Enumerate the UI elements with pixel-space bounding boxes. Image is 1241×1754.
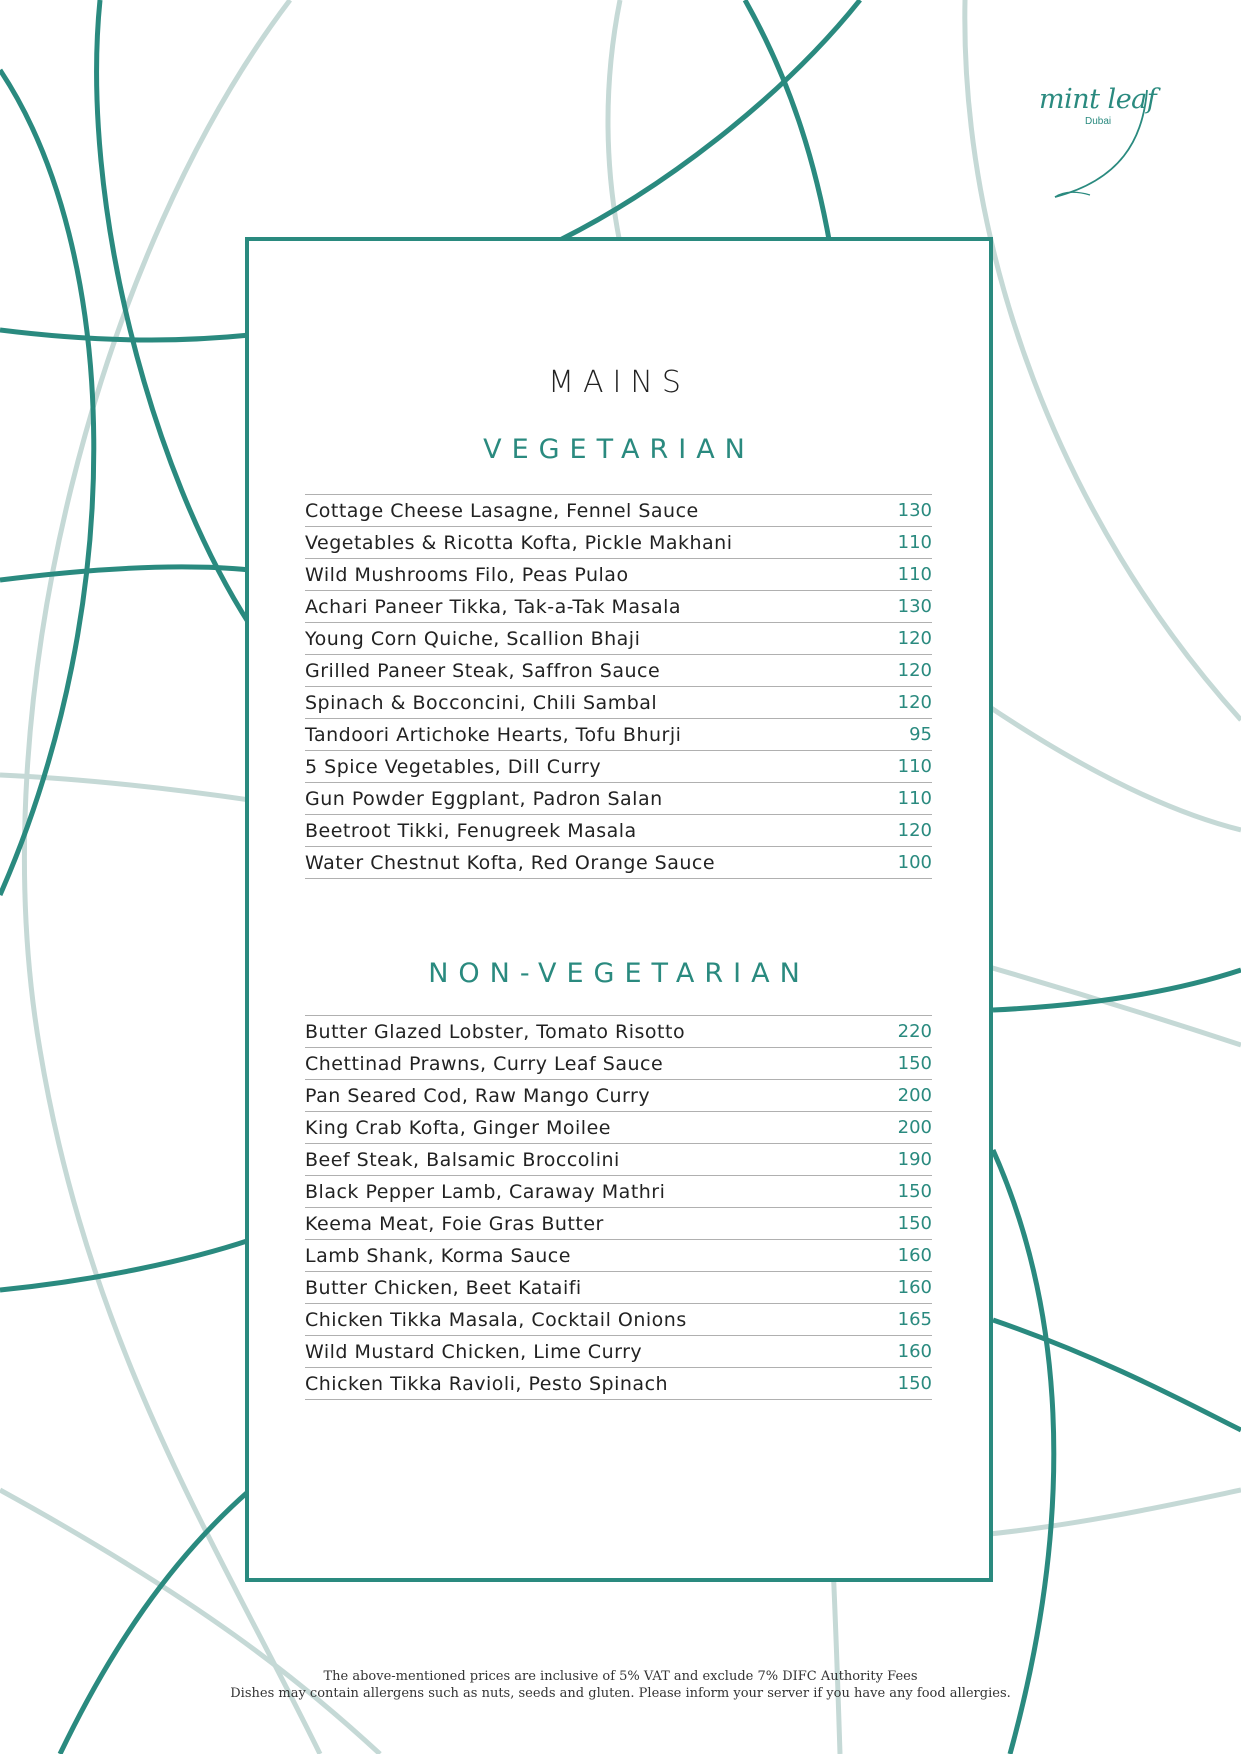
- dish-price: 120: [897, 628, 932, 649]
- dish-price: 110: [897, 564, 932, 585]
- dish-price: 150: [897, 1373, 932, 1394]
- menu-item: [305, 1208, 932, 1240]
- dish-name: Black Pepper Lamb, Caraway Mathri: [305, 1180, 666, 1203]
- dish-name: Butter Chicken, Beet Kataifi: [305, 1276, 582, 1299]
- menu-item: [305, 655, 932, 687]
- menu-card: [245, 237, 993, 1582]
- menu-item: [305, 1112, 932, 1144]
- dish-price: 190: [897, 1149, 932, 1170]
- dish-name: Gun Powder Eggplant, Padron Salan: [305, 787, 663, 810]
- dish-name: Chicken Tikka Masala, Cocktail Onions: [305, 1308, 687, 1331]
- footer-notes: [0, 1668, 1241, 1702]
- menu-item: [305, 1080, 932, 1112]
- dish-name: Lamb Shank, Korma Sauce: [305, 1244, 571, 1267]
- menu-item: [305, 495, 932, 527]
- section-heading-vegetarian: VEGETARIAN: [483, 434, 755, 465]
- dish-price: 110: [897, 756, 932, 777]
- dish-price: 150: [897, 1213, 932, 1234]
- menu-item: [305, 719, 932, 751]
- dish-price: 130: [897, 596, 932, 617]
- menu-item: [305, 1176, 932, 1208]
- menu-item: [305, 687, 932, 719]
- dish-price: 150: [897, 1181, 932, 1202]
- brand-name: mint leaf: [1039, 84, 1157, 115]
- dish-name: 5 Spice Vegetables, Dill Curry: [305, 755, 602, 778]
- dish-price: 200: [897, 1085, 932, 1106]
- dish-name: Vegetables & Ricotta Kofta, Pickle Makhani: [305, 531, 733, 554]
- dish-name: Water Chestnut Kofta, Red Orange Sauce: [305, 851, 716, 874]
- dish-name: Chicken Tikka Ravioli, Pesto Spinach: [305, 1372, 669, 1395]
- dish-name: Chettinad Prawns, Curry Leaf Sauce: [305, 1052, 664, 1075]
- page-title: MAINS: [548, 365, 690, 400]
- menu-item: [305, 783, 932, 815]
- menu-item: [305, 1272, 932, 1304]
- menu-item: [305, 751, 932, 783]
- menu-item: [305, 1336, 932, 1368]
- dish-price: 160: [897, 1277, 932, 1298]
- menu-item: [305, 559, 932, 591]
- dish-name: Beef Steak, Balsamic Broccolini: [305, 1148, 620, 1171]
- dish-price: 120: [897, 820, 932, 841]
- menu-item: [305, 815, 932, 847]
- dish-name: Spinach & Bocconcini, Chili Sambal: [305, 691, 658, 714]
- vat-note: The above-mentioned prices are inclusive of 5% VAT and exclude 7% DIFC Authority Fees: [323, 1669, 918, 1684]
- dish-price: 95: [909, 724, 932, 745]
- allergen-note: Dishes may contain allergens such as nuts, seeds and gluten. Please inform your server if you have any food allergies.: [230, 1686, 1011, 1701]
- dish-price: 160: [897, 1245, 932, 1266]
- dish-name: Wild Mustard Chicken, Lime Curry: [305, 1340, 643, 1363]
- dish-price: 100: [897, 852, 932, 873]
- dish-price: 160: [897, 1341, 932, 1362]
- dish-name: Butter Glazed Lobster, Tomato Risotto: [305, 1020, 686, 1043]
- dish-price: 130: [897, 500, 932, 521]
- dish-price: 220: [897, 1021, 932, 1042]
- dish-name: King Crab Kofta, Ginger Moilee: [305, 1116, 611, 1139]
- dish-price: 165: [897, 1309, 932, 1330]
- dish-name: Keema Meat, Foie Gras Butter: [305, 1212, 604, 1235]
- menu-item: [305, 1016, 932, 1048]
- dish-name: Achari Paneer Tikka, Tak-a-Tak Masala: [305, 595, 682, 618]
- menu-item: [305, 591, 932, 623]
- brand-city: Dubai: [1085, 116, 1112, 127]
- menu-item: [305, 1144, 932, 1176]
- dish-name: Beetroot Tikki, Fenugreek Masala: [305, 819, 637, 842]
- dish-price: 110: [897, 532, 932, 553]
- dish-name: Pan Seared Cod, Raw Mango Curry: [305, 1084, 651, 1107]
- dish-price: 120: [897, 660, 932, 681]
- dish-name: Tandoori Artichoke Hearts, Tofu Bhurji: [305, 723, 682, 746]
- menu-item: [305, 527, 932, 559]
- dish-name: Wild Mushrooms Filo, Peas Pulao: [305, 563, 629, 586]
- menu-item: [305, 847, 932, 879]
- dish-name: Cottage Cheese Lasagne, Fennel Sauce: [305, 499, 699, 522]
- non-vegetarian-list: [305, 1015, 932, 1400]
- brand-logo: [1035, 80, 1175, 205]
- vegetarian-list: [305, 494, 932, 879]
- menu-item: [305, 1048, 932, 1080]
- dish-name: Grilled Paneer Steak, Saffron Sauce: [305, 659, 661, 682]
- menu-item: [305, 1368, 932, 1400]
- dish-price: 200: [897, 1117, 932, 1138]
- dish-price: 110: [897, 788, 932, 809]
- menu-item: [305, 1304, 932, 1336]
- menu-item: [305, 1240, 932, 1272]
- menu-item: [305, 623, 932, 655]
- dish-name: Young Corn Quiche, Scallion Bhaji: [305, 627, 641, 650]
- dish-price: 120: [897, 692, 932, 713]
- section-heading-non-vegetarian: NON-VEGETARIAN: [428, 958, 810, 989]
- dish-price: 150: [897, 1053, 932, 1074]
